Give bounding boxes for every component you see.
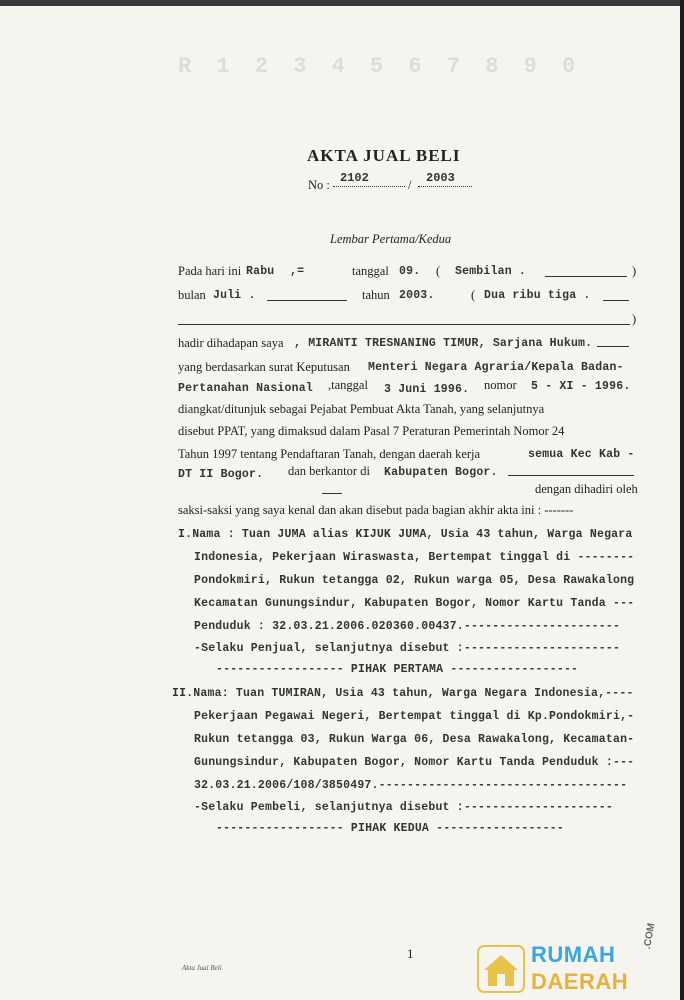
footer-label: Akta Jual Beli bbox=[182, 964, 222, 972]
paren-open: ( bbox=[436, 264, 441, 278]
party1-line: Indonesia, Pekerjaan Wiraswasta, Bertempat tinggal di -------- bbox=[194, 551, 635, 564]
document-title: AKTA JUAL BELI bbox=[307, 146, 461, 165]
text-dihadiri: dengan dihadiri oleh bbox=[535, 482, 638, 496]
fill-line bbox=[545, 276, 627, 277]
party2-line: -Selaku Pembeli, selanjutnya disebut :--------------------- bbox=[194, 801, 613, 814]
text-tanggal-2: ,tanggal bbox=[328, 378, 368, 392]
fill-line bbox=[597, 346, 629, 347]
fill-line-full bbox=[178, 324, 630, 325]
paragraph-line-6: diangkat/ditunjuk sebagai Pejabat Pembuat Akta Tanah, yang selanjutnya bbox=[178, 402, 545, 416]
logo-word-rumah: RUMAH bbox=[531, 942, 616, 967]
no-year: 2003 bbox=[426, 171, 455, 185]
daerah-kerja-cont: DT II Bogor. bbox=[178, 468, 264, 481]
no-separator: / bbox=[408, 178, 412, 192]
keputusan-value-cont: Pertanahan Nasional bbox=[178, 382, 313, 395]
party2-line: Gunungsindur, Kabupaten Bogor, Nomor Kartu Tanda Penduduk :--- bbox=[194, 756, 635, 769]
daerah-kerja-value: semua Kec Kab - bbox=[528, 448, 635, 461]
rumahdaerah-watermark bbox=[476, 922, 666, 998]
paragraph-line-8: Tahun 1997 tentang Pendaftaran Tanah, dengan daerah kerja bbox=[178, 447, 481, 461]
party1-line: Kecamatan Gunungsindur, Kabupaten Bogor, Nomor Kartu Tanda --- bbox=[194, 597, 635, 610]
keputusan-value: Menteri Negara Agraria/Kepala Badan- bbox=[368, 361, 624, 374]
text-pada-hari: Pada hari ini bbox=[178, 264, 242, 278]
pihak-pertama-label: ------------------ PIHAK PERTAMA ------------------ bbox=[216, 663, 579, 676]
text-hadir: hadir dihadapan saya bbox=[178, 336, 284, 350]
no-label: No : bbox=[308, 178, 330, 192]
fill-dash bbox=[322, 493, 342, 494]
tanggal-value: 09. bbox=[399, 265, 421, 278]
party2-line: Pekerjaan Pegawai Negeri, Bertempat tinggal di Kp.Pondokmiri,- bbox=[194, 710, 635, 723]
party1-line: Penduduk : 32.03.21.2006.020360.00437.---------------------- bbox=[194, 620, 621, 633]
paren-close: ) bbox=[632, 312, 637, 326]
bulan-value: Juli . bbox=[213, 289, 256, 302]
party1-line: Pondokmiri, Rukun tetangga 02, Rukun warga 05, Desa Rawakalong bbox=[194, 574, 635, 587]
fill-line bbox=[603, 300, 629, 301]
ppat-name: , MIRANTI TRESNANING TIMUR, Sarjana Hukum. bbox=[294, 337, 593, 350]
kantor-value: Kabupaten Bogor. bbox=[384, 466, 498, 479]
page-number: 1 bbox=[407, 946, 414, 961]
pihak-kedua-label: ------------------ PIHAK KEDUA ------------------ bbox=[216, 822, 564, 835]
tahun-value: 2003. bbox=[399, 289, 435, 302]
party2-line: Rukun tetangga 03, Rukun Warga 06, Desa Rawakalong, Kecamatan- bbox=[194, 733, 635, 746]
fill-line bbox=[267, 300, 347, 301]
paragraph-line-7: disebut PPAT, yang dimaksud dalam Pasal 7 Peraturan Pemerintah Nomor 24 bbox=[178, 424, 565, 438]
text-tahun: tahun bbox=[362, 288, 390, 302]
tanggal-words: Sembilan . bbox=[455, 265, 527, 278]
paren-close: ) bbox=[632, 264, 637, 278]
lembar-label: Lembar Pertama/Kedua bbox=[330, 232, 452, 246]
hari-value: Rabu bbox=[246, 265, 275, 278]
no-value: 2102 bbox=[340, 171, 369, 185]
document-page bbox=[0, 6, 680, 1000]
keputusan-date: 3 Juni 1996. bbox=[384, 383, 470, 396]
keputusan-number: 5 - XI - 1996. bbox=[531, 380, 631, 393]
text-tanggal: tanggal bbox=[352, 264, 389, 278]
text-bulan: bulan bbox=[178, 288, 206, 302]
year-dotted-line bbox=[418, 186, 472, 187]
tahun-words: Dua ribu tiga . bbox=[484, 289, 591, 302]
text-nomor: nomor bbox=[484, 378, 517, 392]
text-keputusan: yang berdasarkan surat Keputusan bbox=[178, 360, 350, 374]
ghost-imprint: R 1 2 3 4 5 6 7 8 9 0 bbox=[178, 54, 582, 79]
no-dotted-line bbox=[333, 186, 405, 187]
house-icon bbox=[476, 944, 526, 996]
text-berkantor: dan berkantor di bbox=[288, 464, 370, 478]
party1-line: I.Nama : Tuan JUMA alias KIJUK JUMA, Usia 43 tahun, Warga Negara bbox=[178, 528, 633, 541]
scanner-right-edge bbox=[680, 0, 684, 1000]
fill-line bbox=[508, 475, 634, 476]
logo-word-daerah: DAERAH bbox=[531, 969, 629, 994]
party2-line: II.Nama: Tuan TUMIRAN, Usia 43 tahun, Warga Negara Indonesia,---- bbox=[172, 687, 634, 700]
paren-open: ( bbox=[471, 288, 476, 302]
text-saksi: saksi-saksi yang saya kenal dan akan disebut pada bagian akhir akta ini : ------- bbox=[178, 503, 574, 517]
party2-line: 32.03.21.2006/108/3850497.----------------------------------- bbox=[194, 779, 628, 792]
party1-line: -Selaku Penjual, selanjutnya disebut :---------------------- bbox=[194, 642, 621, 655]
logo-suffix: .COM bbox=[642, 922, 658, 950]
dash-mark: ,= bbox=[290, 265, 305, 278]
